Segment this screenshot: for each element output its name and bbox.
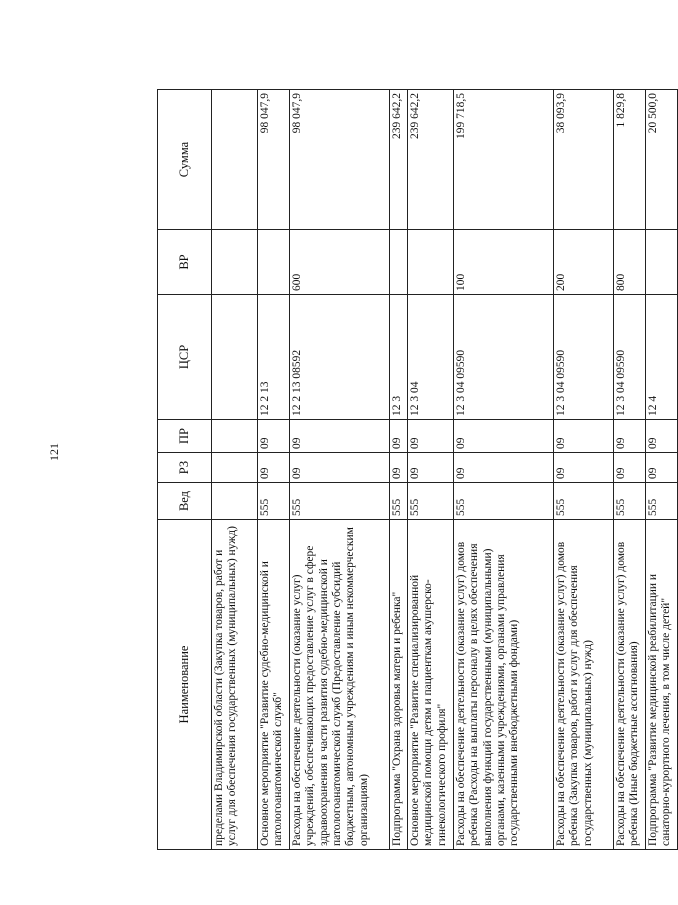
table-row <box>614 90 646 850</box>
cell-name: Основное мероприятие "Развитие специализированной медицинской помощи детям и пациенткам акушерско-гинекологического профиля" <box>408 520 454 850</box>
cell-ved: 555 <box>408 483 454 520</box>
header-csr: ЦСР <box>158 295 212 420</box>
cell-csr: 12 3 04 09590 <box>554 295 614 420</box>
cell-name: Подпрограмма "Развитие медицинской реабилитации и санаторно-курортного лечения, в том числе детей" <box>646 520 678 850</box>
cell-ved: 555 <box>290 483 390 520</box>
cell-pr: 09 <box>258 420 290 453</box>
cell-sum: 98 047,9 <box>290 90 390 230</box>
cell-ved: 555 <box>614 483 646 520</box>
header-sum: Сумма <box>158 90 212 230</box>
cell-rz: 09 <box>258 453 290 483</box>
cell-pr <box>212 420 258 453</box>
cell-sum <box>212 90 258 230</box>
cell-rz: 09 <box>390 453 408 483</box>
table-row <box>212 90 258 850</box>
cell-vr: 800 <box>614 230 646 295</box>
cell-name: пределами Владимирской области (Закупка товаров, работ и услуг для обеспечения государственных (муниципальных) нужд) <box>212 520 258 850</box>
table-header-row <box>158 90 212 850</box>
header-name: Наименование <box>158 520 212 850</box>
cell-rz: 09 <box>614 453 646 483</box>
cell-name: Подпрограмма "Охрана здоровья матери и ребенка" <box>390 520 408 850</box>
cell-ved: 555 <box>554 483 614 520</box>
header-ved: Вед <box>158 483 212 520</box>
cell-rz: 09 <box>646 453 678 483</box>
cell-vr <box>212 230 258 295</box>
cell-rz: 09 <box>554 453 614 483</box>
table-row <box>454 90 554 850</box>
cell-sum: 239 642,2 <box>390 90 408 230</box>
header-pr: ПР <box>158 420 212 453</box>
cell-sum: 199 718,5 <box>454 90 554 230</box>
cell-csr <box>212 295 258 420</box>
cell-vr: 600 <box>290 230 390 295</box>
cell-vr <box>390 230 408 295</box>
cell-csr: 12 3 04 09590 <box>454 295 554 420</box>
cell-name: Расходы на обеспечение деятельности (оказание услуг) учреждений, обеспечивающих предоставление услуг в сфере здравоохранения в части развития судебно-медицинской и патологоанатомической служб (Предоставление субсидий бюджетным, автономным учреждениям и иным некоммерческим организациям) <box>290 520 390 850</box>
cell-ved <box>212 483 258 520</box>
cell-pr: 09 <box>614 420 646 453</box>
cell-csr: 12 3 <box>390 295 408 420</box>
header-rz: РЗ <box>158 453 212 483</box>
cell-pr: 09 <box>290 420 390 453</box>
cell-name: Расходы на обеспечение деятельности (оказание услуг) домов ребенка (Расходы на выплаты персоналу в целях обеспечения выполнения функций государственными (муниципальными) органами, казенными учреждениями, органами управления государственными внебюджетными фондами) <box>454 520 554 850</box>
page-number: 121 <box>47 443 61 461</box>
cell-csr: 12 3 04 <box>408 295 454 420</box>
header-vr: ВР <box>158 230 212 295</box>
cell-pr: 09 <box>646 420 678 453</box>
cell-pr: 09 <box>408 420 454 453</box>
cell-csr: 12 3 04 09590 <box>614 295 646 420</box>
cell-vr: 200 <box>554 230 614 295</box>
cell-vr <box>646 230 678 295</box>
cell-name: Расходы на обеспечение деятельности (оказание услуг) домов ребенка (Закупка товаров, работ и услуг для обеспечения государственных (муниципальных) нужд) <box>554 520 614 850</box>
cell-csr: 12 2 13 <box>258 295 290 420</box>
budget-table <box>157 89 678 850</box>
table-row <box>258 90 290 850</box>
cell-rz: 09 <box>290 453 390 483</box>
cell-pr: 09 <box>390 420 408 453</box>
cell-csr: 12 2 13 08592 <box>290 295 390 420</box>
table-row <box>646 90 678 850</box>
cell-vr: 100 <box>454 230 554 295</box>
cell-ved: 555 <box>258 483 290 520</box>
cell-rz: 09 <box>454 453 554 483</box>
cell-ved: 555 <box>390 483 408 520</box>
cell-vr <box>408 230 454 295</box>
table-row <box>290 90 390 850</box>
cell-pr: 09 <box>554 420 614 453</box>
cell-name: Основное мероприятие "Развитие судебно-медицинской и патологоанатомической служб" <box>258 520 290 850</box>
cell-sum: 20 500,0 <box>646 90 678 230</box>
table-row <box>390 90 408 850</box>
cell-ved: 555 <box>454 483 554 520</box>
cell-sum: 1 829,8 <box>614 90 646 230</box>
cell-sum: 239 642,2 <box>408 90 454 230</box>
rotated-table-container <box>157 90 673 850</box>
cell-vr <box>258 230 290 295</box>
table-row <box>408 90 454 850</box>
cell-pr: 09 <box>454 420 554 453</box>
cell-ved: 555 <box>646 483 678 520</box>
cell-name: Расходы на обеспечение деятельности (оказание услуг) домов ребенка (Иные бюджетные ассигнования) <box>614 520 646 850</box>
cell-sum: 38 093,9 <box>554 90 614 230</box>
cell-sum: 98 047,9 <box>258 90 290 230</box>
cell-csr: 12 4 <box>646 295 678 420</box>
cell-rz <box>212 453 258 483</box>
table-row <box>554 90 614 850</box>
cell-rz: 09 <box>408 453 454 483</box>
